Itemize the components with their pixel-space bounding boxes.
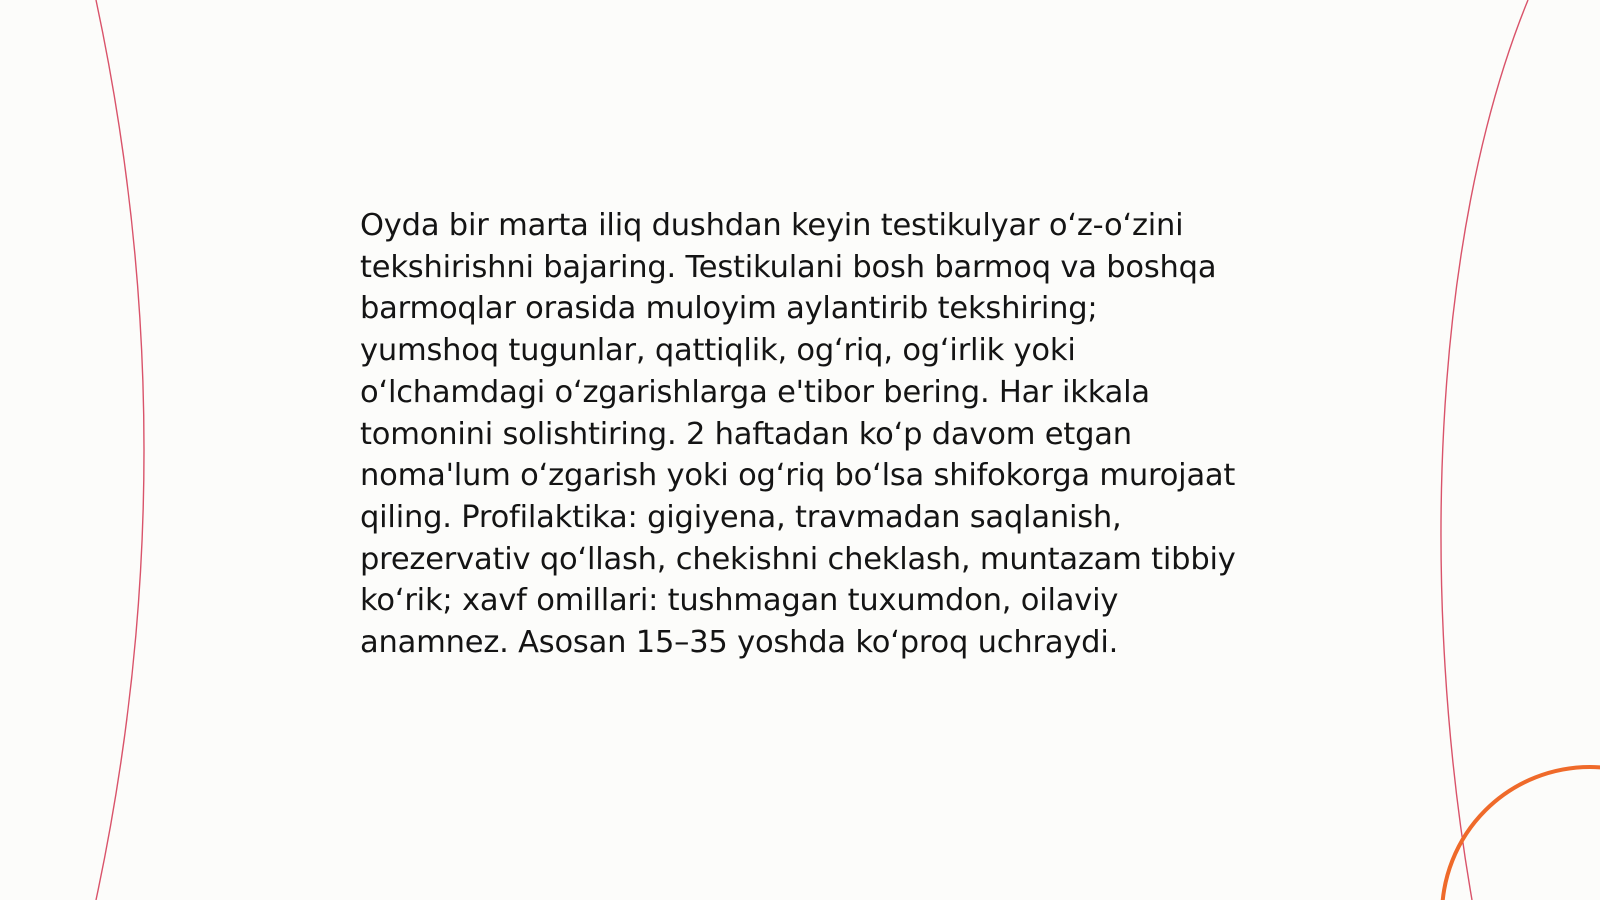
slide-body-text: Oyda bir marta iliq dushdan keyin testikulyar o‘z-o‘zini tekshirishni bajaring. Testikulani bosh barmoq va boshqa barmoqlar orasida muloyim aylantirib tekshiring; yumshoq tugunlar, qattiqlik, og‘riq, og‘irlik yoki o‘lchamdagi o‘zgarishlarga e'tibor bering. Har ikkala tomonini solishtiring. 2 haftadan ko‘p davom etgan noma'lum o‘zgarish yoki og‘riq bo‘lsa shifokorga murojaat qiling. Profilaktika: gigiyena, travmadan saqlanish, prezervativ qo‘llash, chekishni cheklash, muntazam tibbiy ko‘rik; xavf omillari: tushmagan tuxumdon, oilaviy anamnez. Asosan 15–35 yoshda ko‘proq uchraydi. xyxy=(360,208,1236,661)
accent-orange-arc xyxy=(1442,767,1600,900)
right-curve-line xyxy=(1441,0,1528,900)
left-curve-line xyxy=(96,0,144,900)
